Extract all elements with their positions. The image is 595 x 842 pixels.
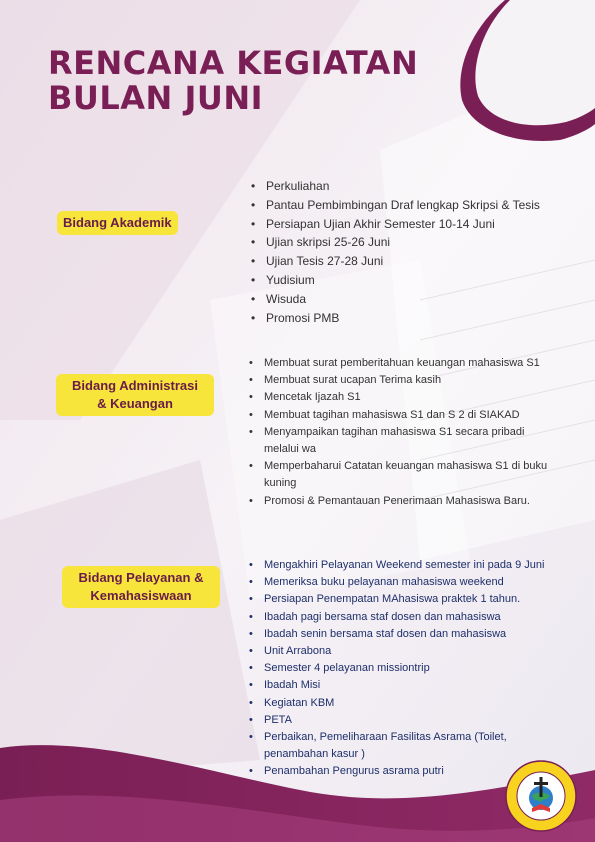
list-item: • Perbaikan, Pemeliharaan Fasilitas Asrama (Toilet, penambahan kasur ) <box>249 729 569 763</box>
section-label-pelayanan <box>62 566 220 608</box>
list-item: • Ibadah senin bersama staf dosen dan mahasiswa <box>249 626 569 643</box>
list-item: • Ibadah Misi <box>249 677 569 694</box>
list-item: • Yudisium <box>251 271 581 290</box>
section-label-administrasi <box>56 374 214 416</box>
title-line-1: RENCANA KEGIATAN <box>48 44 419 82</box>
list-item: • Kegiatan KBM <box>249 695 569 712</box>
list-item: • Wisuda <box>251 290 581 309</box>
list-item: • Memperbaharui Catatan keuangan mahasiswa S1 di buku kuning <box>249 458 559 492</box>
list-item: • Membuat surat pemberitahuan keuangan mahasiswa S1 <box>249 355 559 372</box>
list-item: • Memeriksa buku pelayanan mahasiswa weekend <box>249 574 569 591</box>
akademik-list <box>251 177 581 327</box>
section-label-line-1: Bidang Administrasi <box>72 378 198 393</box>
list-item: • Membuat tagihan mahasiswa S1 dan S 2 di SIAKAD <box>249 407 559 424</box>
list-item: • Mencetak Ijazah S1 <box>249 389 559 406</box>
page-title <box>48 46 418 116</box>
list-item: • Membuat surat ucapan Terima kasih <box>249 372 559 389</box>
title-line-2: BULAN JUNI <box>48 79 264 117</box>
college-logo <box>505 760 577 832</box>
list-item: • Perkuliahan <box>251 177 581 196</box>
list-item: • Ujian Tesis 27-28 Juni <box>251 252 581 271</box>
list-item: • Pantau Pembimbingan Draf lengkap Skripsi & Tesis <box>251 196 581 215</box>
list-item: • Persiapan Penempatan MAhasiswa praktek 1 tahun. <box>249 591 569 608</box>
list-item: • Semester 4 pelayanan missiontrip <box>249 660 569 677</box>
section-label-line-2: Kemahasiswaan <box>90 588 192 603</box>
list-item: • Menyampaikan tagihan mahasiswa S1 secara pribadi melalui wa <box>249 424 559 458</box>
list-item: • PETA <box>249 712 569 729</box>
section-label-text: Bidang Akademik <box>63 215 172 230</box>
section-label-line-2: & Keuangan <box>97 396 173 411</box>
list-item: • Persiapan Ujian Akhir Semester 10-14 Juni <box>251 215 581 234</box>
list-item: • Mengakhiri Pelayanan Weekend semester ini pada 9 Juni <box>249 557 569 574</box>
list-item: • Ibadah pagi bersama staf dosen dan mahasiswa <box>249 609 569 626</box>
section-label-akademik <box>57 211 178 235</box>
list-item: • Unit Arrabona <box>249 643 569 660</box>
pelayanan-list <box>249 557 569 781</box>
list-item: • Promosi & Pemantauan Penerimaan Mahasiswa Baru. <box>249 493 559 510</box>
list-item: • Promosi PMB <box>251 309 581 328</box>
list-item: • Ujian skripsi 25-26 Juni <box>251 233 581 252</box>
section-label-line-1: Bidang Pelayanan & <box>78 570 204 585</box>
administrasi-list <box>249 355 559 510</box>
list-item: • Penambahan Pengurus asrama putri <box>249 763 569 780</box>
